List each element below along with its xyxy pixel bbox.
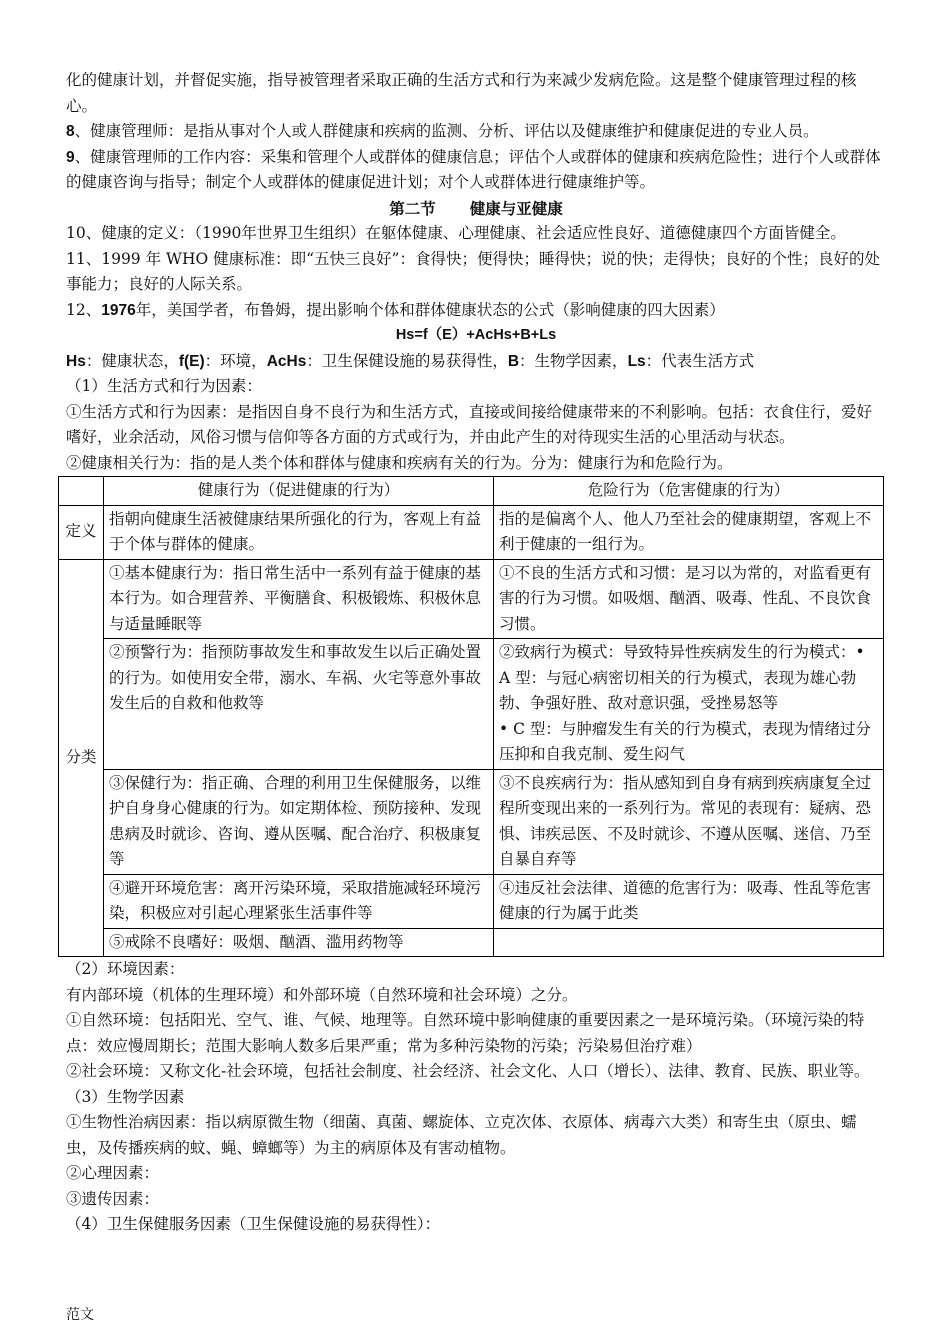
factor-2-para-1: ①自然环境：包括阳光、空气、谁、气候、地理等。自然环境中影响健康的重要因素之一是环境污染。（环境污染的特点：效应慢周期长；范围大影响人数多后果严重；常为多种污染物的污染；污染易但治疗难） bbox=[66, 1011, 865, 1055]
item-8: 8、健康管理师：是指从事对个人或人群健康和疾病的监测、分析、评估以及健康维护和健康促进的专业人员。 bbox=[66, 122, 819, 140]
factor-3-heading: （3）生物学因素 bbox=[66, 1087, 185, 1106]
table-header-row bbox=[59, 477, 884, 506]
table-row bbox=[59, 505, 884, 559]
table-header-cell bbox=[59, 477, 104, 506]
table-cell: ④避开环境危害：离开污染环境，采取措施减轻环境污染，积极应对引起心理紧张生活事件等 bbox=[104, 874, 494, 928]
page-footer: 范文 bbox=[66, 1307, 94, 1323]
table-cell: 指的是偏离个人、他人乃至社会的健康期望，客观上不利于健康的一组行为。 bbox=[494, 505, 884, 559]
row-label-definition: 定义 bbox=[59, 505, 104, 559]
section-heading: 第二节 健康与亚健康 bbox=[389, 198, 563, 218]
table-cell: ①基本健康行为：指日常生活中一系列有益于健康的基本行为。如合理营养、平衡膳食、积极锻炼、积极休息与适量睡眠等 bbox=[104, 559, 494, 639]
factor-2-heading: （2）环境因素： bbox=[66, 960, 185, 978]
factor-1-para-1: ①生活方式和行为因素：是指因自身不良行为和生活方式，直接或间接给健康带来的不利影响。包括：衣食住行，爱好嗜好，业余活动，风俗习惯与信仰等各方面的方式或行为，并由此产生的对待现实生活的心里活动与状态。 bbox=[66, 402, 873, 446]
item-11: 11、1999 年 WHO 健康标准：即“五快三良好”：食得快；便得快；睡得快；说的快；走得快；良好的个性；良好的处事能力；良好的人际关系。 bbox=[66, 249, 880, 293]
row-label-category: 分类 bbox=[59, 559, 104, 957]
item-9: 9、健康管理师的工作内容：采集和管理个人或群体的健康信息；评估个人或群体的健康和疾病危险性；进行个人或群体的健康咨询与指导；制定个人或群体的健康促进计划；对个人或群体进行健康维护等。 bbox=[66, 147, 881, 191]
table-cell: ①不良的生活方式和习惯：是习以为常的，对监看更有害的行为习惯。如吸烟、酗酒、吸毒、性乱、不良饮食习惯。 bbox=[494, 559, 884, 639]
factor-2-para-2: ②社会环境：又称文化-社会环境，包括社会制度、社会经济、社会文化、人口（增长）、法律、教育、民族、职业等。 bbox=[66, 1062, 870, 1080]
item-10: 10、健康的定义：（1990年世界卫生组织）在躯体健康、心理健康、社会适应性良好、道德健康四个方面皆健全。 bbox=[66, 224, 846, 242]
table-row bbox=[59, 559, 884, 639]
behavior-table bbox=[58, 476, 884, 957]
table-row bbox=[59, 874, 884, 928]
factor-1-heading: （1）生活方式和行为因素： bbox=[66, 377, 262, 395]
factor-3-para-2: ②心理因素： bbox=[66, 1164, 160, 1182]
factor-2-para-0: 有内部环境（机体的生理环境）和外部环境（自然环境和社会环境）之分。 bbox=[66, 985, 578, 1004]
document-page bbox=[66, 68, 886, 1238]
item-12: 12、1976年，美国学者，布鲁姆，提出影响个体和群体健康状态的公式（影响健康的四大因素） bbox=[66, 300, 725, 319]
health-formula: Hs=f（E）+AcHs+B+Ls bbox=[395, 327, 557, 343]
table-header-cell: 危险行为（危害健康的行为） bbox=[494, 477, 884, 506]
table-row bbox=[59, 769, 884, 874]
table-row bbox=[59, 928, 884, 957]
table-cell: ⑤戒除不良嗜好：吸烟、酗酒、滥用药物等 bbox=[104, 928, 494, 957]
table-row bbox=[59, 639, 884, 770]
table-cell: 指朝向健康生活被健康结果所强化的行为，客观上有益于个体与群体的健康。 bbox=[104, 505, 494, 559]
table-cell: ③不良疾病行为：指从感知到自身有病到疾病康复全过程所变现出来的一系列行为。常见的表现有：疑病、恐惧、讳疾忌医、不及时就诊、不遵从医嘱、迷信、乃至自暴自弃等 bbox=[494, 769, 884, 874]
table-cell: ②致病行为模式：导致特异性疾病发生的行为模式：• A 型：与冠心病密切相关的行为模式，表现为雄心勃勃、争强好胜、敌对意识强，受挫易怒等 • C 型：与肿瘤发生有关的行为模式，表现为情绪过分压抑和自我克制、爱生闷气 bbox=[494, 639, 884, 770]
table-cell bbox=[494, 928, 884, 957]
table-header-cell: 健康行为（促进健康的行为） bbox=[104, 477, 494, 506]
factor-4-heading: （4）卫生保健服务因素（卫生保健设施的易获得性）： bbox=[66, 1215, 441, 1233]
table-cell: ④违反社会法律、道德的危害行为：吸毒、性乱等危害健康的行为属于此类 bbox=[494, 874, 884, 928]
intro-paragraph: 化的健康计划，并督促实施，指导被管理者采取正确的生活方式和行为来减少发病危险。这是整个健康管理过程的核心。 bbox=[66, 71, 857, 115]
table-cell: ②预警行为：指预防事故发生和事故发生以后正确处置的行为。如使用安全带，溺水、车祸、火宅等意外事故发生后的自救和他救等 bbox=[104, 639, 494, 770]
formula-legend: Hs：健康状态，f(E)：环境，AcHs：卫生保健设施的易获得性，B：生物学因素，Ls：代表生活方式 bbox=[66, 351, 755, 370]
factor-1-para-2: ②健康相关行为：指的是人类个体和群体与健康和疾病有关的行为。分为：健康行为和危险行为。 bbox=[66, 453, 733, 472]
factor-3-para-3: ③遗传因素： bbox=[66, 1189, 160, 1208]
factor-3-para-1: ①生物性治病因素：指以病原微生物（细菌、真菌、螺旋体、立克次体、衣原体、病毒六大类）和寄生虫（原虫、蠕虫，及传播疾病的蚊、蝇、蟑螂等）为主的病原体及有害动植物。 bbox=[66, 1113, 857, 1157]
table-cell: ③保健行为：指正确、合理的利用卫生保健服务，以维护自身身心健康的行为。如定期体检、预防接种、发现患病及时就诊、咨询、遵从医嘱、配合治疗、积极康复等 bbox=[104, 769, 494, 874]
